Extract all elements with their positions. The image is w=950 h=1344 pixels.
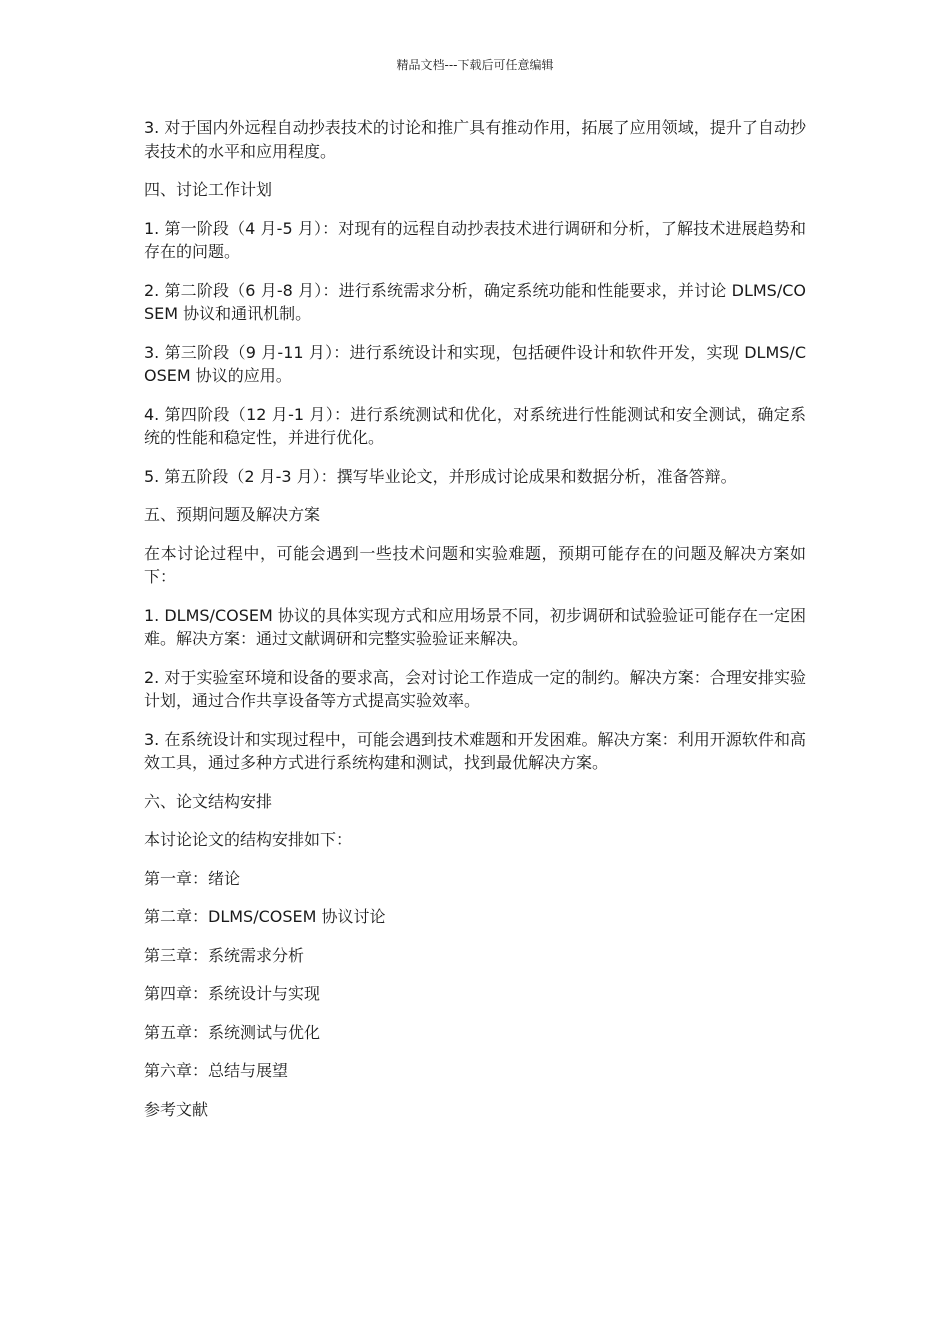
references-heading: 参考文献 [144,1099,209,1119]
plan-stage-3: 3. 第三阶段（9 月-11 月）：进行系统设计和实现，包括硬件设计和软件开发，实现 DLMS/COSEM 协议的应用。 [144,342,806,385]
chapter-6: 第六章：总结与展望 [144,1061,289,1080]
plan-stage-5: 5. 第五阶段（2 月-3 月）：撰写毕业论文，并形成讨论成果和数据分析，准备答辩。 [144,466,737,486]
chapter-5: 第五章：系统测试与优化 [144,1022,321,1042]
problems-intro: 在本讨论过程中，可能会遇到一些技术问题和实验难题，预期可能存在的问题及解决方案如下： [144,543,806,586]
document-body [144,116,806,1136]
page-header: 精品文档---下载后可任意编辑 [396,58,554,72]
problem-item-3: 3. 在系统设计和实现过程中，可能会遇到技术难题和开发困难。解决方案：利用开源软件和高效工具，通过多种方式进行系统构建和测试，找到最优解决方案。 [144,729,806,772]
problem-item-1: 1. DLMS/COSEM 协议的具体实现方式和应用场景不同，初步调研和试验验证可能存在一定困难。解决方案：通过文献调研和完整实验验证来解决。 [144,605,806,648]
section-heading-expected-problems: 五、预期问题及解决方案 [144,505,321,524]
plan-stage-2: 2. 第二阶段（6 月-8 月）：进行系统需求分析，确定系统功能和性能要求，并讨论 DLMS/COSEM 协议和通讯机制。 [144,280,806,323]
chapter-1: 第一章：绪论 [144,868,241,888]
chapter-4: 第四章：系统设计与实现 [144,984,321,1003]
paragraph-significance-3: 3. 对于国内外远程自动抄表技术的讨论和推广具有推动作用，拓展了应用领域，提升了自动抄表技术的水平和应用程度。 [144,118,806,161]
plan-stage-4: 4. 第四阶段（12 月-1 月）：进行系统测试和优化，对系统进行性能测试和安全测试，确定系统的性能和稳定性，并进行优化。 [144,404,806,447]
chapter-2: 第二章：DLMS/COSEM 协议讨论 [144,907,386,926]
structure-intro: 本讨论论文的结构安排如下： [144,830,353,849]
plan-stage-1: 1. 第一阶段（4 月-5 月）：对现有的远程自动抄表技术进行调研和分析，了解技术进展趋势和存在的问题。 [144,218,806,261]
section-heading-work-plan: 四、讨论工作计划 [144,180,273,199]
chapter-3: 第三章：系统需求分析 [144,945,305,965]
problem-item-2: 2. 对于实验室环境和设备的要求高，会对讨论工作造成一定的制约。解决方案：合理安排实验计划，通过合作共享设备等方式提高实验效率。 [144,667,806,710]
section-heading-thesis-structure: 六、论文结构安排 [144,791,273,811]
